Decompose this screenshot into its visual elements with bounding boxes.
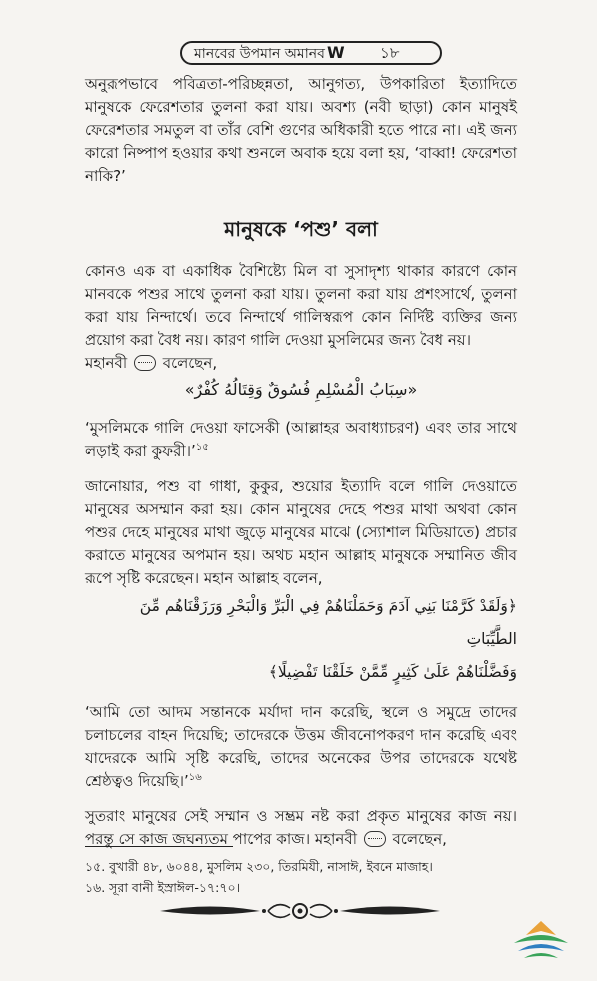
running-header	[180, 35, 442, 69]
said-suffix-2: বলেছেন,	[392, 830, 447, 848]
verse-translation-line	[85, 701, 517, 793]
hadith-translation-line	[85, 417, 517, 463]
footnote-separator	[85, 846, 233, 847]
paragraph-insult: জানোয়ার, পশু বা গাধা, কুকুর, শুয়োর ইত্যাদি বলে গালি দেওয়াতে মানুষের অসম্মান করা হয়। কোন মানুষের দেহে পশুর মাথা অথবা কোন পশুর দেহে মানুষের মাথা জুড়ে মানুষের মাঝে (স্যোশাল মিডিয়াতে) প্রচার করাতে মানুষের অপমান হয়। অথচ মহান আল্লাহ মানুষকে সম্মানিত জীব রূপে সৃষ্টি করেছেন। মহান আল্লাহ বলেন,	[85, 477, 517, 587]
verse-translation: ‘আমি তো আদম সন্তানকে মর্যাদা দান করেছি, স্থলে ও সমুদ্রে তাদের চলাচলের বাহন দিয়েছি; তাদেরকে উত্তম জীবনোপকরণ দান করেছি এবং যাদেরকে আমি সৃষ্টি করেছি, তাদের অনেকের উপর তাদেরকে যথেষ্ট শ্রেষ্ঠত্বও দিয়েছি।’	[85, 703, 517, 790]
conclusion-text: সুতরাং মানুষের সেই সম্মান ও সম্ভ্রম নষ্ট করা প্রকৃত মানুষের কাজ নয়। পরন্তু সে কাজ জঘন্যতম পাপের কাজ। মহানবী	[85, 807, 517, 848]
paragraph-angels: অনুরূপভাবে পবিত্রতা-পরিচ্ছন্নতা, আনুগত্য, উপকারিতা ইত্যাদিতে মানুষকে ফেরেশতার তুলনা করা যায়। অবশ্য (নবী ছাড়া) কোন মানুষই ফেরেশতার সমতুল বা তাঁর বেশি গুণের অধিকারী হতে পারে না। এই জন্য কারো নিষ্পাপ হওয়ার কথা শুনলে অবাক হয়ে বলা হয়, ‘বাব্বা! ফেরেশতা নাকি?’	[85, 75, 517, 185]
said-suffix: বলেছেন,	[162, 354, 218, 372]
footnote-ref-16: ১৬	[188, 772, 202, 783]
floral-divider-icon	[150, 898, 450, 924]
paragraph-conclusion	[85, 805, 517, 851]
salawat-seal-icon	[134, 355, 156, 371]
footnote-16: ১৬. সূরা বানী ইস্রাঈল-১৭:৭০।	[85, 880, 241, 895]
footnote-15: ১৫. বুখারী ৪৮, ৬০৪৪, মুসলিম ২৩০, তিরমিযী, নাসাঈ, ইবনে মাজাহ।	[85, 859, 433, 874]
hadith-arabic: «سِبَابُ الْمُسْلِمِ فُسُوقٌ وَقِتَالُهُ كُفْرٌ»	[184, 380, 418, 399]
page-number: ১৮	[380, 44, 400, 62]
header-ornament-mark: W	[327, 43, 345, 62]
running-title: মানবের উপমান অমানব	[194, 46, 325, 62]
publisher-logo-icon	[510, 917, 572, 963]
quran-verse-line-1: ﴿وَلَقَدْ كَرَّمْنَا بَنِي آدَمَ وَحَمَلْنَاهُمْ فِي الْبَرِّ وَالْبَحْرِ وَرَزَقْنَاهُم مِّنَ الطَّيِّبَاتِ	[139, 597, 517, 648]
said-prefix: মহানবী	[85, 354, 128, 372]
quran-verse-line-2: وَفَضَّلْنَاهُمْ عَلَىٰ كَثِيرٍ مِّمَّنْ خَلَقْنَا تَفْضِيلًا﴾	[268, 663, 517, 681]
hadith-translation: ‘মুসলিমকে গালি দেওয়া ফাসেকী (আল্লাহর অবাধ্যাচরণ) এবং তার সাথে লড়াই করা কুফরী।’	[85, 419, 517, 460]
section-heading: মানুষকে ‘পশু’ বলা	[224, 217, 378, 241]
footnote-ref-15: ১৫	[195, 442, 209, 453]
page-body	[85, 73, 517, 851]
paragraph-comparison: কোনও এক বা একাধিক বৈশিষ্ট্যে মিল বা সুসাদৃশ্য থাকার কারণে কোন মানবকে পশুর সাথে তুলনা করা যায়। তুলনা করা যায় প্রশংসার্থে, তুলনা করা যায় নিন্দার্থে। তবে নিন্দার্থে গালিস্বরূপ কোন নির্দিষ্ট ব্যক্তির জন্য প্রয়োগ করা বৈধ নয়। কারণ গালি দেওয়া মুসলিমের জন্য বৈধ নয়।	[85, 262, 517, 349]
said-line-1	[85, 352, 517, 375]
salawat-seal-icon	[364, 831, 386, 847]
footnotes	[85, 856, 525, 898]
